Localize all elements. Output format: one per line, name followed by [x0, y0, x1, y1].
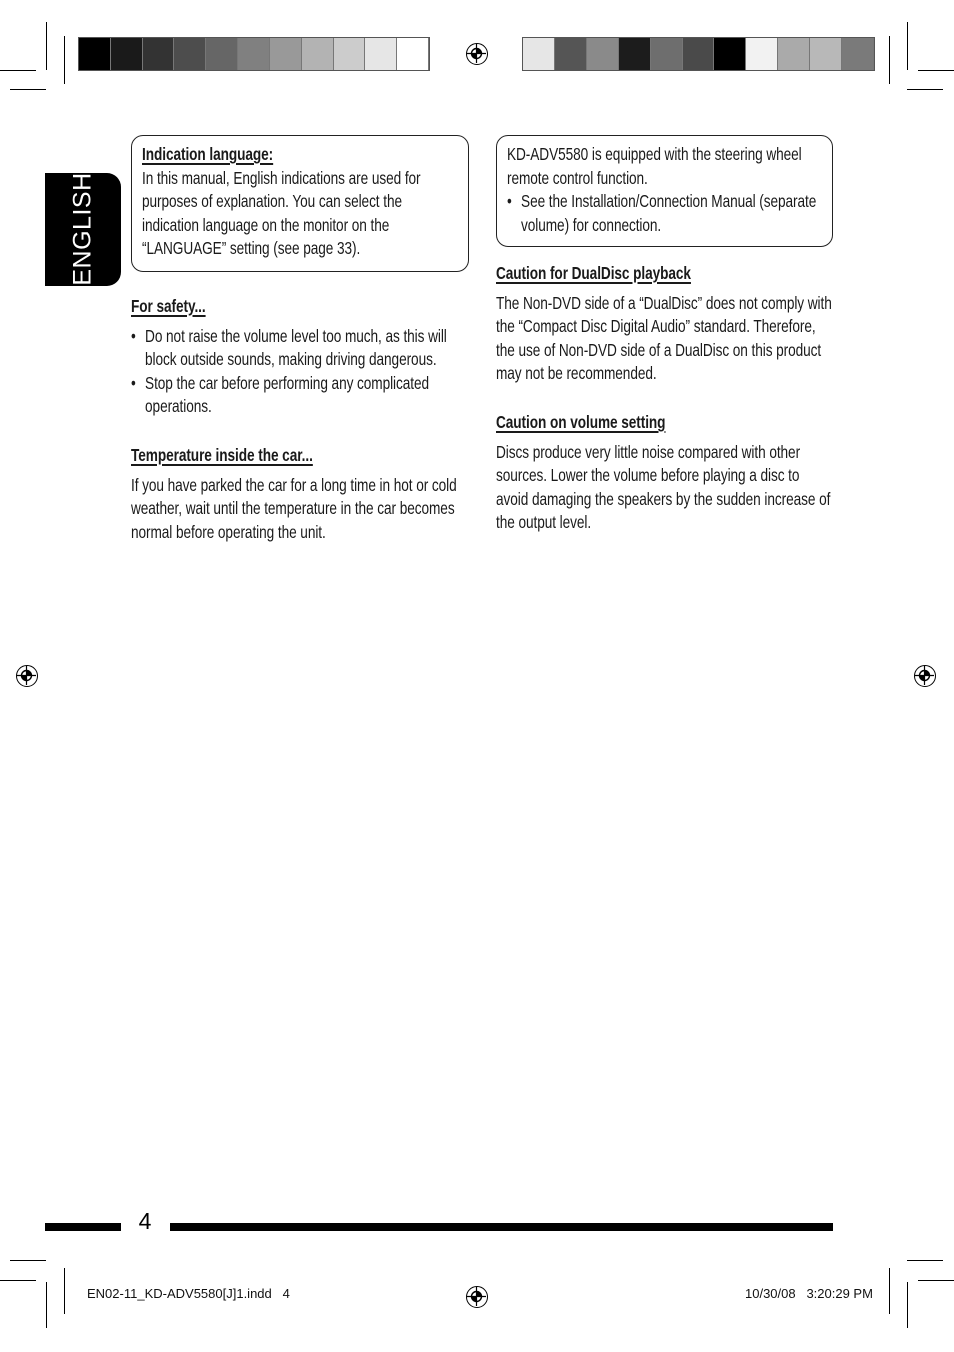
- safety-bullet-line: Stop the car before performing any complicated: [145, 372, 430, 393]
- footer-file-name: EN02-11_KD-ADV5580[J]1.indd 4: [87, 1286, 290, 1301]
- temperature-line: normal before operating the unit.: [131, 521, 326, 542]
- safety-bullet-line: block outside sounds, making driving dangerous.: [145, 349, 437, 370]
- indication-language-line: In this manual, English indications are used for: [142, 167, 421, 188]
- color-swatch: [714, 38, 746, 70]
- color-swatch: [810, 38, 842, 70]
- crop-mark: [918, 1280, 954, 1281]
- safety-title: For safety...: [131, 296, 206, 316]
- volume-title: Caution on volume setting: [496, 412, 666, 432]
- crop-mark: [889, 1268, 890, 1314]
- list-item: [507, 190, 819, 237]
- color-swatch: [587, 38, 619, 70]
- language-side-tab: [45, 173, 121, 286]
- volume-line: avoid damaging the speakers by the sudden increase of: [496, 488, 831, 509]
- bullet-icon: •: [507, 191, 512, 212]
- indication-language-content: [142, 143, 454, 261]
- list-item: [131, 325, 474, 372]
- color-swatch: [555, 38, 587, 70]
- crop-mark: [907, 1282, 908, 1328]
- volume-line: the output level.: [496, 512, 592, 533]
- crop-mark: [907, 89, 943, 90]
- footer-rule-left: [45, 1223, 121, 1231]
- crop-mark: [46, 1282, 47, 1328]
- safety-section: [131, 295, 474, 419]
- color-swatch: [238, 38, 270, 70]
- crop-mark: [889, 36, 890, 84]
- crop-mark: [918, 70, 954, 71]
- temperature-section: [131, 444, 474, 544]
- steering-remote-content: [507, 143, 819, 237]
- steering-remote-bullet-line: volume) for connection.: [521, 214, 662, 235]
- crop-mark: [64, 36, 65, 84]
- color-swatch: [746, 38, 778, 70]
- crop-mark: [0, 70, 36, 71]
- crop-mark: [907, 22, 908, 70]
- color-swatch: [174, 38, 206, 70]
- color-swatch: [651, 38, 683, 70]
- color-swatch: [397, 38, 429, 70]
- color-swatch: [302, 38, 334, 70]
- indication-language-line: purposes of explanation. You can select the: [142, 191, 402, 212]
- list-item: [131, 372, 474, 419]
- crop-mark: [64, 1268, 65, 1314]
- registration-mark-icon: [16, 665, 38, 687]
- footer-rule-right: [170, 1223, 833, 1231]
- registration-mark-icon: [466, 43, 488, 65]
- temperature-line: If you have parked the car for a long time in hot or cold: [131, 474, 457, 495]
- indication-language-line: indication language on the monitor on the: [142, 214, 390, 235]
- steering-remote-bullet-line: See the Installation/Connection Manual (separate: [521, 191, 817, 212]
- indication-language-line: “LANGUAGE” setting (see page 33).: [142, 238, 361, 259]
- safety-list: [131, 325, 474, 419]
- dualdisc-line: the “Compact Disc Digital Audio” standard. Therefore,: [496, 316, 816, 337]
- color-swatch: [270, 38, 302, 70]
- crop-mark: [10, 1260, 46, 1261]
- calibration-bar-right: [522, 37, 875, 71]
- color-swatch: [143, 38, 175, 70]
- steering-remote-list: [507, 190, 819, 237]
- steering-remote-line: remote control function.: [507, 167, 648, 188]
- volume-line: sources. Lower the volume before playing a disc to: [496, 465, 800, 486]
- steering-remote-line: KD-ADV5580 is equipped with the steering wheel: [507, 144, 802, 164]
- color-swatch: [523, 38, 555, 70]
- language-side-tab-label: ENGLISH: [68, 172, 97, 286]
- color-swatch: [619, 38, 651, 70]
- page-number: 4: [138, 1208, 152, 1234]
- footer-datetime: 10/30/08 3:20:29 PM: [745, 1286, 873, 1301]
- volume-line: Discs produce very little noise compared with other: [496, 441, 801, 462]
- color-swatch: [79, 38, 111, 70]
- bullet-icon: •: [131, 325, 136, 346]
- crop-mark: [0, 1280, 36, 1281]
- volume-section: [496, 411, 839, 535]
- registration-mark-icon: [466, 1286, 488, 1308]
- crop-mark: [907, 1260, 943, 1261]
- bullet-icon: •: [131, 372, 136, 393]
- dualdisc-line: The Non-DVD side of a “DualDisc” does not comply with: [496, 292, 832, 313]
- dualdisc-title: Caution for DualDisc playback: [496, 263, 691, 283]
- color-swatch: [111, 38, 143, 70]
- crop-mark: [10, 89, 46, 90]
- color-swatch: [365, 38, 397, 70]
- indication-language-title: Indication language:: [142, 144, 274, 164]
- registration-mark-icon: [914, 665, 936, 687]
- color-swatch: [683, 38, 715, 70]
- dualdisc-line: the use of Non-DVD side of a DualDisc on this product: [496, 339, 822, 360]
- crop-mark: [46, 22, 47, 70]
- color-swatch: [778, 38, 810, 70]
- safety-bullet-line: operations.: [145, 396, 212, 417]
- color-swatch: [206, 38, 238, 70]
- color-swatch: [334, 38, 366, 70]
- dualdisc-section: [496, 262, 839, 386]
- temperature-line: weather, wait until the temperature in the car becomes: [131, 498, 455, 519]
- dualdisc-line: may not be recommended.: [496, 363, 657, 384]
- calibration-bar-left: [78, 37, 430, 71]
- temperature-title: Temperature inside the car...: [131, 445, 313, 465]
- safety-bullet-line: Do not raise the volume level too much, as this will: [145, 325, 447, 346]
- color-swatch: [842, 38, 874, 70]
